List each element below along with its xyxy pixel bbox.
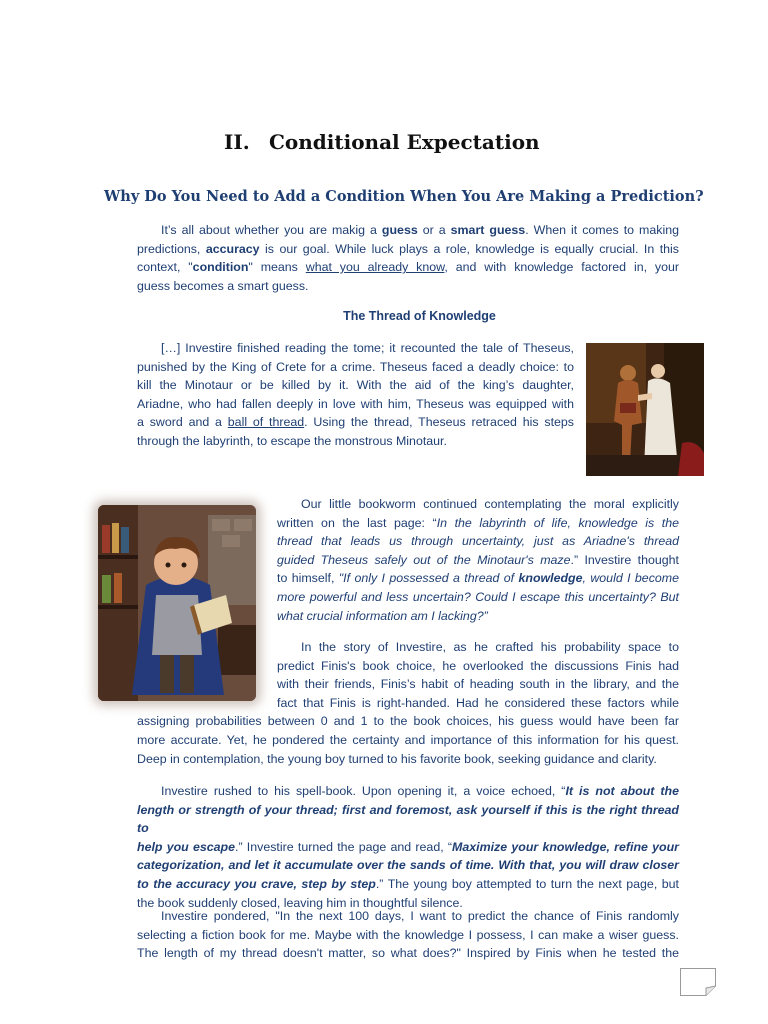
story-paragraph-1: […] Investire finished reading the tome; it recounted the tale of Theseus, punished by the King of Crete for a crime. Theseus faced a deadly choice: to kill the Minotaur or be killed by it. With the aid of the king’s daughter, Ariadne, who had fallen deeply in love with him, Theseus was equipped with a sword and a ball of thread. Using the thread, Theseus retraced his steps through the labyrinth, to escape the monstrous Minotaur. xyxy=(137,341,575,448)
story-paragraph-5: Investire pondered, "In the next 100 days, I want to predict the chance of Finis randomly selecting a fiction book for me. Maybe with the knowledge I possess, I can make a wiser guess. The length of my thread doesn't matter, so what does?" Inspired by Finis when he tested the xyxy=(137,909,679,961)
theseus-ariadne-painting xyxy=(586,343,704,476)
intro-paragraph xyxy=(137,221,679,295)
story-paragraph-4: Investire rushed to his spell-book. Upon opening it, a voice echoed, “It is not about the length or strength of your thread; first and foremost, ask yourself if this is the right thread to help you escape.” Investire turned the page and read, “Maximize your knowledge, refine your categorization, and let it accumulate over the sands of time. With that, you will draw closer to the accuracy you crave, step by step.” The young boy attempted to turn the next page, but the book suddenly closed, leaving him in thoughtful silence. xyxy=(137,784,680,910)
underlined-phrase: ball of thread xyxy=(227,415,305,430)
story-paragraph-3: In the story of Investire, as he crafted his probability space to predict Finis's book choice, he overlooked the discussions Finis had with their friends, Finis’s habit of heading south in the library, and the fact that Finis is right-handed. Had he considered these factors while assigning probabilities between 0 and 1 to the book choices, his guess would have been far more accurate. Yet, he pondered the certainty and importance of this information for his quest. Deep in contemplation, the young boy turned to his favorite book, seeking guidance and clarity. xyxy=(137,640,679,766)
page-curl-icon xyxy=(680,968,716,996)
section-subheading: Why Do You Need to Add a Condition When You Are Making a Prediction? xyxy=(104,188,704,205)
text-line: It’s all about whether you are makig a guess or a smart guess. When it comes to making xyxy=(161,223,679,237)
chapter-heading xyxy=(224,130,624,154)
chapter-title: Conditional Expectation xyxy=(269,130,540,154)
text-line: predictions, accuracy is our goal. While luck plays a role, knowledge is equally crucial. In this xyxy=(137,241,679,256)
underlined-phrase: what you already know xyxy=(305,260,445,275)
text-line: guess becomes a smart guess. xyxy=(137,278,309,293)
chapter-number: II. xyxy=(224,130,250,154)
story-paragraph-2: Our little bookworm continued contemplating the moral explicitly written on the last page: “In the labyrinth of life, knowledge is the thread that leads us through uncertainty, just as Ariadne's thread guided Theseus safely out of the Minotaur's maze.” Investire thought to himself, "If only I possessed a thread of knowledge, would I become more powerful and less uncertain? Could I escape this uncertainty? But what crucial information am I lacking?” xyxy=(277,497,679,623)
story-title: The Thread of Knowledge xyxy=(343,309,496,323)
text-line: context, "condition" means what you already know, and with knowledge factored in, your xyxy=(137,260,680,275)
